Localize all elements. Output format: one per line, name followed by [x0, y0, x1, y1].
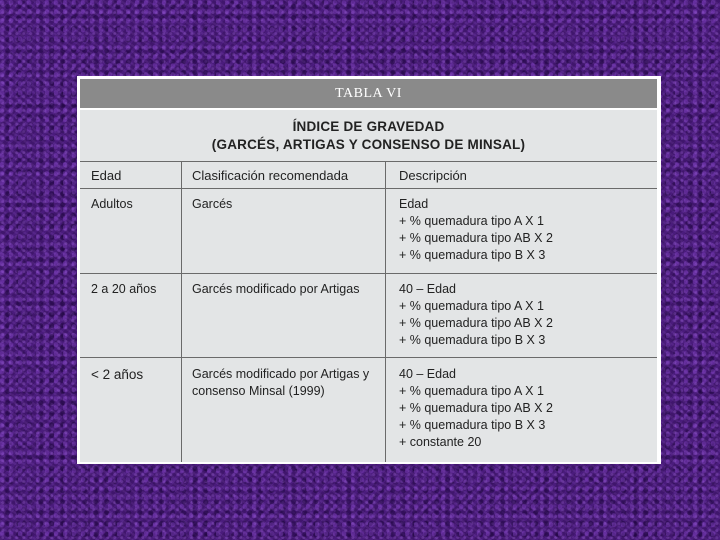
descripcion-line: + % quemadura tipo B X 3	[399, 248, 546, 262]
descripcion-line: + constante 20	[399, 435, 482, 449]
rule-below-heading	[80, 161, 657, 162]
clasificacion-line: Garcés	[192, 197, 233, 211]
row-under-2-descripcion	[399, 366, 553, 451]
slide-card	[77, 76, 661, 464]
row-adultos-descripcion	[399, 196, 553, 264]
descripcion-line: + % quemadura tipo B X 3	[399, 333, 546, 347]
descripcion-line: + % quemadura tipo AB X 2	[399, 401, 553, 415]
clasificacion-line: Garcés modificado por Artigas y	[192, 367, 370, 381]
column-divider	[385, 161, 386, 462]
table-title: TABLA VI	[80, 79, 657, 108]
severity-table	[80, 110, 657, 462]
row-adultos-clasificacion	[192, 196, 232, 213]
row-2-20-edad: 2 a 20 años	[91, 282, 157, 296]
row-2-20-descripcion	[399, 281, 553, 349]
row-divider	[80, 273, 657, 274]
descripcion-line: + % quemadura tipo B X 3	[399, 418, 546, 432]
column-header-edad: Edad	[91, 168, 122, 183]
row-under-2-clasificacion	[192, 366, 369, 400]
heading-line-2: (GARCÉS, ARTIGAS Y CONSENSO DE MINSAL)	[211, 136, 526, 152]
rule-below-header-row	[80, 188, 657, 189]
descripcion-line: 40 – Edad	[399, 282, 456, 296]
table-heading	[80, 110, 657, 161]
descripcion-line: + % quemadura tipo A X 1	[399, 214, 544, 228]
row-divider	[80, 357, 657, 358]
row-adultos-edad: Adultos	[91, 197, 133, 211]
descripcion-line: + % quemadura tipo A X 1	[399, 384, 544, 398]
row-under-2-edad: < 2 años	[91, 367, 144, 382]
clasificacion-line: consenso Minsal (1999)	[192, 384, 325, 398]
heading-line-1: ÍNDICE DE GRAVEDAD	[292, 118, 445, 134]
descripcion-line: + % quemadura tipo A X 1	[399, 299, 544, 313]
column-divider	[181, 161, 182, 462]
row-2-20-clasificacion	[192, 281, 359, 298]
descripcion-line: Edad	[399, 197, 429, 211]
descripcion-line: 40 – Edad	[399, 367, 456, 381]
descripcion-line: + % quemadura tipo AB X 2	[399, 316, 553, 330]
descripcion-line: + % quemadura tipo AB X 2	[399, 231, 553, 245]
column-header-clasificacion: Clasificación recomendada	[192, 168, 349, 183]
clasificacion-line: Garcés modificado por Artigas	[192, 282, 360, 296]
column-header-descripcion: Descripción	[399, 168, 467, 183]
